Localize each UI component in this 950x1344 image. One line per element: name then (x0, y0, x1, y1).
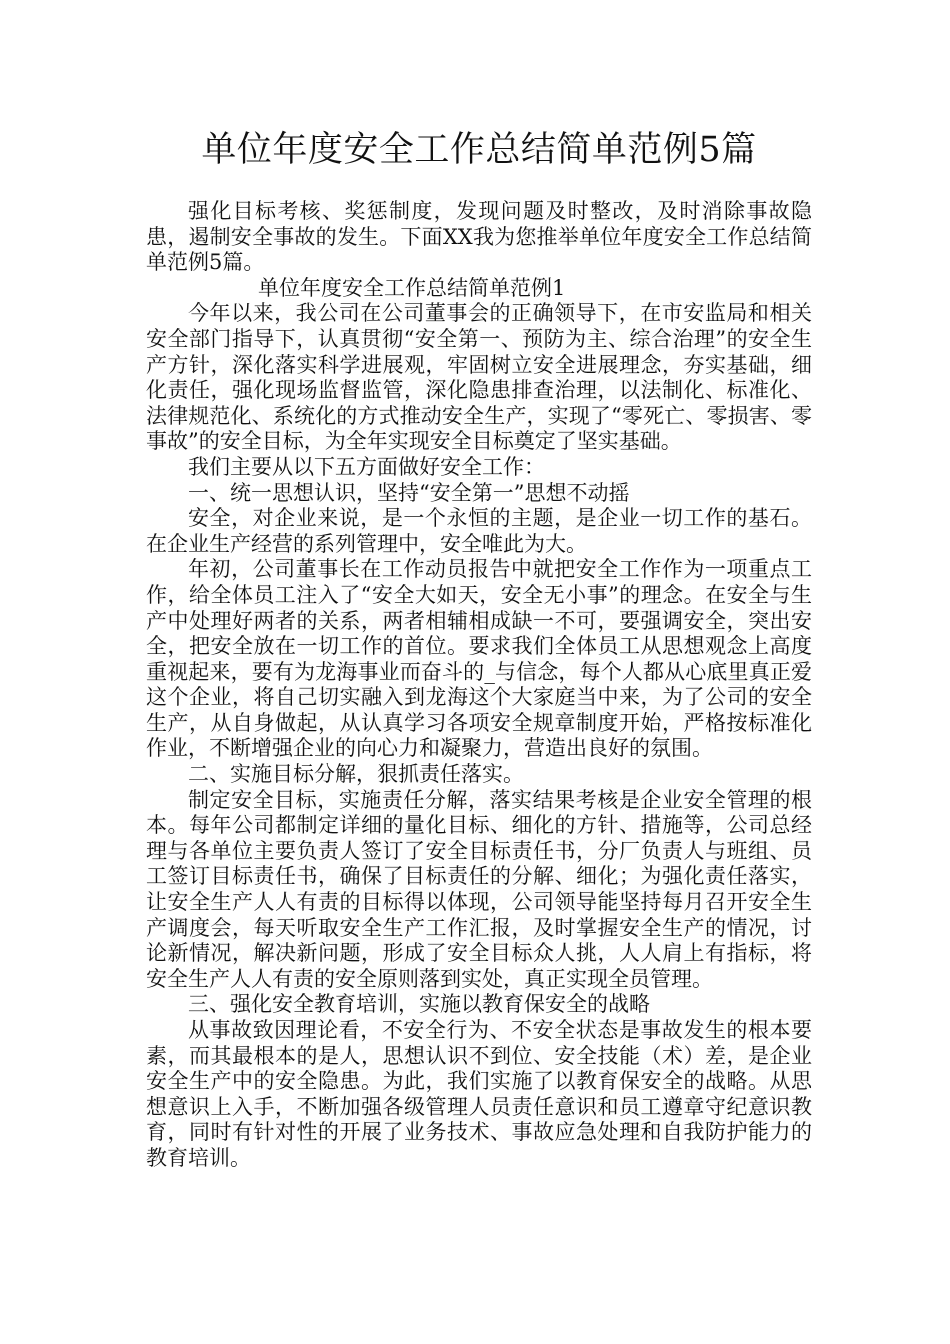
document-title: 单位年度安全工作总结简单范例5篇 (201, 130, 757, 170)
body-paragraph: 今年以来，我公司在公司董事会的正确领导下，在市安监局和相关安全部门指导下，认真贯彻“安全第一、预防为主、综合治理”的安全生产方针，深化落实科学进展观，牢固树立安全进展理念，夯实基础，细化责任，强化现场监督监管，深化隐患排查治理，以法制化、标准化、法律规范化、系统化的方式推动安全生产，实现了“零死亡、零损害、零事故”的安全目标，为全年实现安全目标奠定了坚实基础。 (146, 301, 812, 454)
section-heading: 二、实施目标分解，狠抓责任落实。 (188, 762, 524, 787)
example-heading: 单位年度安全工作总结简单范例1 (258, 275, 566, 300)
section-heading: 三、强化安全教育培训，实施以教育保安全的战略 (188, 992, 650, 1017)
body-paragraph: 制定安全目标，实施责任分解，落实结果考核是企业安全管理的根本。每年公司都制定详细的量化目标、细化的方针、措施等，公司总经理与各单位主要负责人签订了安全目标责任书，分厂负责人与班组、员工签订目标责任书，确保了目标责任的分解、细化；为强化责任落实，让安全生产人人有责的目标得以体现，公司领导能坚持每月召开安全生产调度会，每天听取安全生产工作汇报，及时掌握安全生产的情况，讨论新情况，解决新问题，形成了安全目标众人挑，人人肩上有指标，将安全生产人人有责的安全原则落到实处，真正实现全员管理。 (146, 787, 812, 991)
body-paragraph: 安全，对企业来说，是一个永恒的主题，是企业一切工作的基石。在企业生产经营的系列管理中，安全唯此为大。 (146, 506, 812, 556)
document-body (146, 199, 812, 1172)
section-heading: 一、统一思想认识，坚持“安全第一”思想不动摇 (188, 480, 630, 505)
body-paragraph: 从事故致因理论看，不安全行为、不安全状态是事故发生的根本要素，而其最根本的是人，思想认识不到位、安全技能（术）差，是企业安全生产中的安全隐患。为此，我们实施了以教育保安全的战略。从思想意识上入手，不断加强各级管理人员责任意识和员工遵章守纪意识教育，同时有针对性的开展了业务技术、事故应急处理和自我防护能力的教育培训。 (146, 1018, 812, 1170)
body-paragraph: 年初，公司董事长在工作动员报告中就把安全工作作为一项重点工作，给全体员工注入了“安全大如天，安全无小事”的理念。在安全与生产中处理好两者的关系，两者相辅相成缺一不可，要强调安全，突出安全，把安全放在一切工作的首位。要求我们全体员工从思想观念上高度重视起来，要有为龙海事业而奋斗的_与信念，每个人都从心底里真正爱这个企业，将自己切实融入到龙海这个大家庭当中来，为了公司的安全生产，从自身做起，从认真学习各项安全规章制度开始，严格按标准化作业，不断增强企业的向心力和凝聚力，营造出良好的氛围。 (146, 557, 812, 761)
intro-paragraph: 强化目标考核、奖惩制度，发现问题及时整改，及时消除事故隐患，遏制安全事故的发生。下面XX我为您推举单位年度安全工作总结简单范例5篇。 (146, 199, 812, 275)
body-paragraph: 我们主要从以下五方面做好安全工作： (188, 454, 545, 479)
document-page (146, 126, 812, 1172)
